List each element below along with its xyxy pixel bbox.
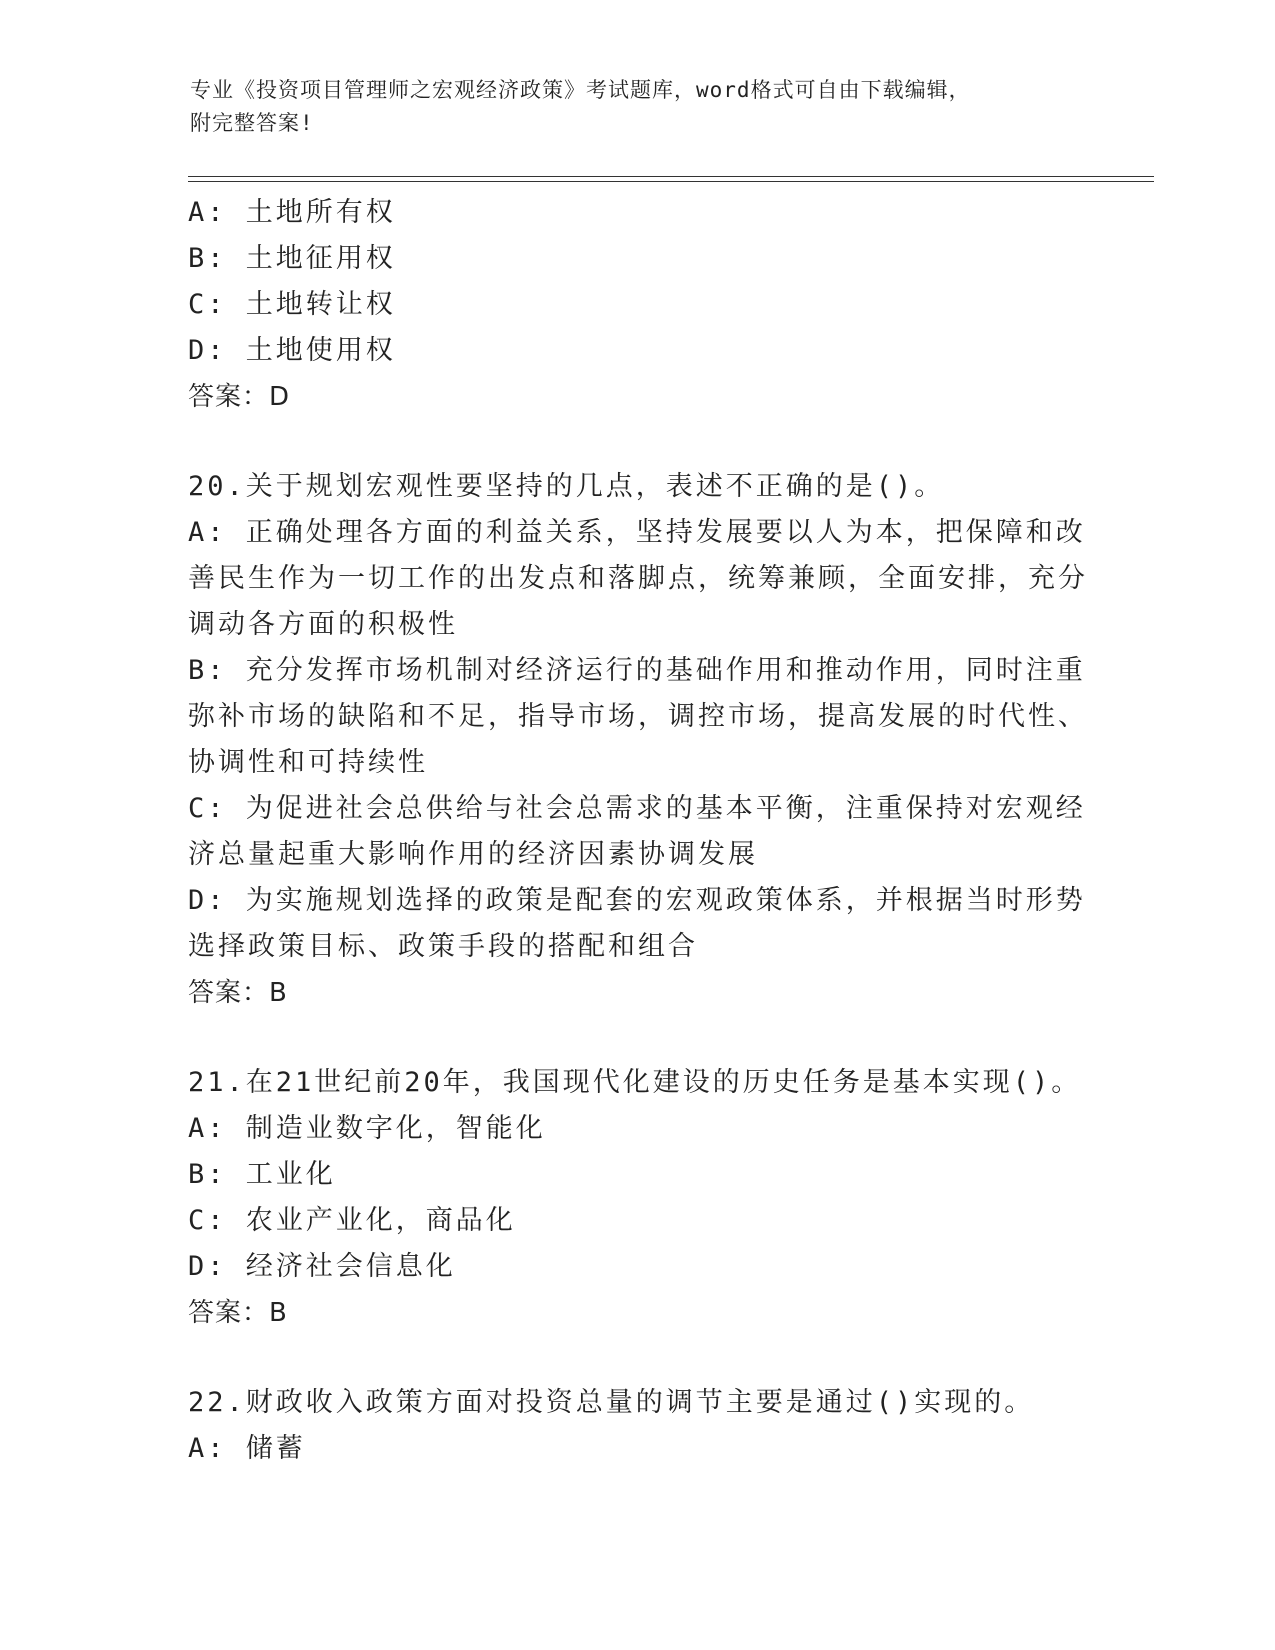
question-19-block	[188, 190, 1088, 420]
question-text: 21.在21世纪前20年，我国现代化建设的历史任务是基本实现()。	[188, 1067, 1082, 1098]
question-text: 20.关于规划宏观性要坚持的几点，表述不正确的是()。	[188, 471, 945, 502]
answer-line: 答案：D	[188, 382, 291, 412]
answer-line: 答案：B	[188, 978, 288, 1008]
header-line-1: 专业《投资项目管理师之宏观经济政策》考试题库，word格式可自由下载编辑，	[190, 78, 971, 102]
option-b: B: 充分发挥市场机制对经济运行的基础作用和推动作用，同时注重弥补市场的缺陷和不足，指导市场，调控市场，提高发展的时代性、协调性和可持续性	[188, 655, 1088, 778]
option-a: A: 正确处理各方面的利益关系，坚持发展要以人为本，把保障和改善民生作为一切工作的出发点和落脚点，统筹兼顾，全面安排，充分调动各方面的积极性	[188, 517, 1088, 640]
document-header	[190, 74, 1090, 140]
option-d: D: 为实施规划选择的政策是配套的宏观政策体系，并根据当时形势选择政策目标、政策手段的搭配和组合	[188, 885, 1086, 962]
option-c: C: 为促进社会总供给与社会总需求的基本平衡，注重保持对宏观经济总量起重大影响作用的经济因素协调发展	[188, 793, 1086, 870]
header-divider-top	[188, 176, 1154, 177]
option-d: D: 经济社会信息化	[188, 1251, 456, 1282]
option-a: A: 储蓄	[188, 1433, 306, 1464]
question-text: 22.财政收入政策方面对投资总量的调节主要是通过()实现的。	[188, 1387, 1035, 1418]
question-21-block	[188, 1060, 1088, 1336]
option-d: D: 土地使用权	[188, 335, 396, 366]
question-list	[188, 190, 1088, 1472]
option-a: A: 制造业数字化，智能化	[188, 1113, 546, 1144]
header-divider-bottom	[188, 181, 1154, 182]
question-22-block	[188, 1380, 1088, 1472]
option-b: B: 土地征用权	[188, 243, 396, 274]
option-c: C: 农业产业化，商品化	[188, 1205, 516, 1236]
answer-line: 答案：B	[188, 1298, 288, 1328]
question-20-block	[188, 464, 1088, 1016]
header-line-2: 附完整答案!	[190, 111, 314, 135]
option-a: A: 土地所有权	[188, 197, 396, 228]
option-b: B: 工业化	[188, 1159, 336, 1190]
option-c: C: 土地转让权	[188, 289, 396, 320]
